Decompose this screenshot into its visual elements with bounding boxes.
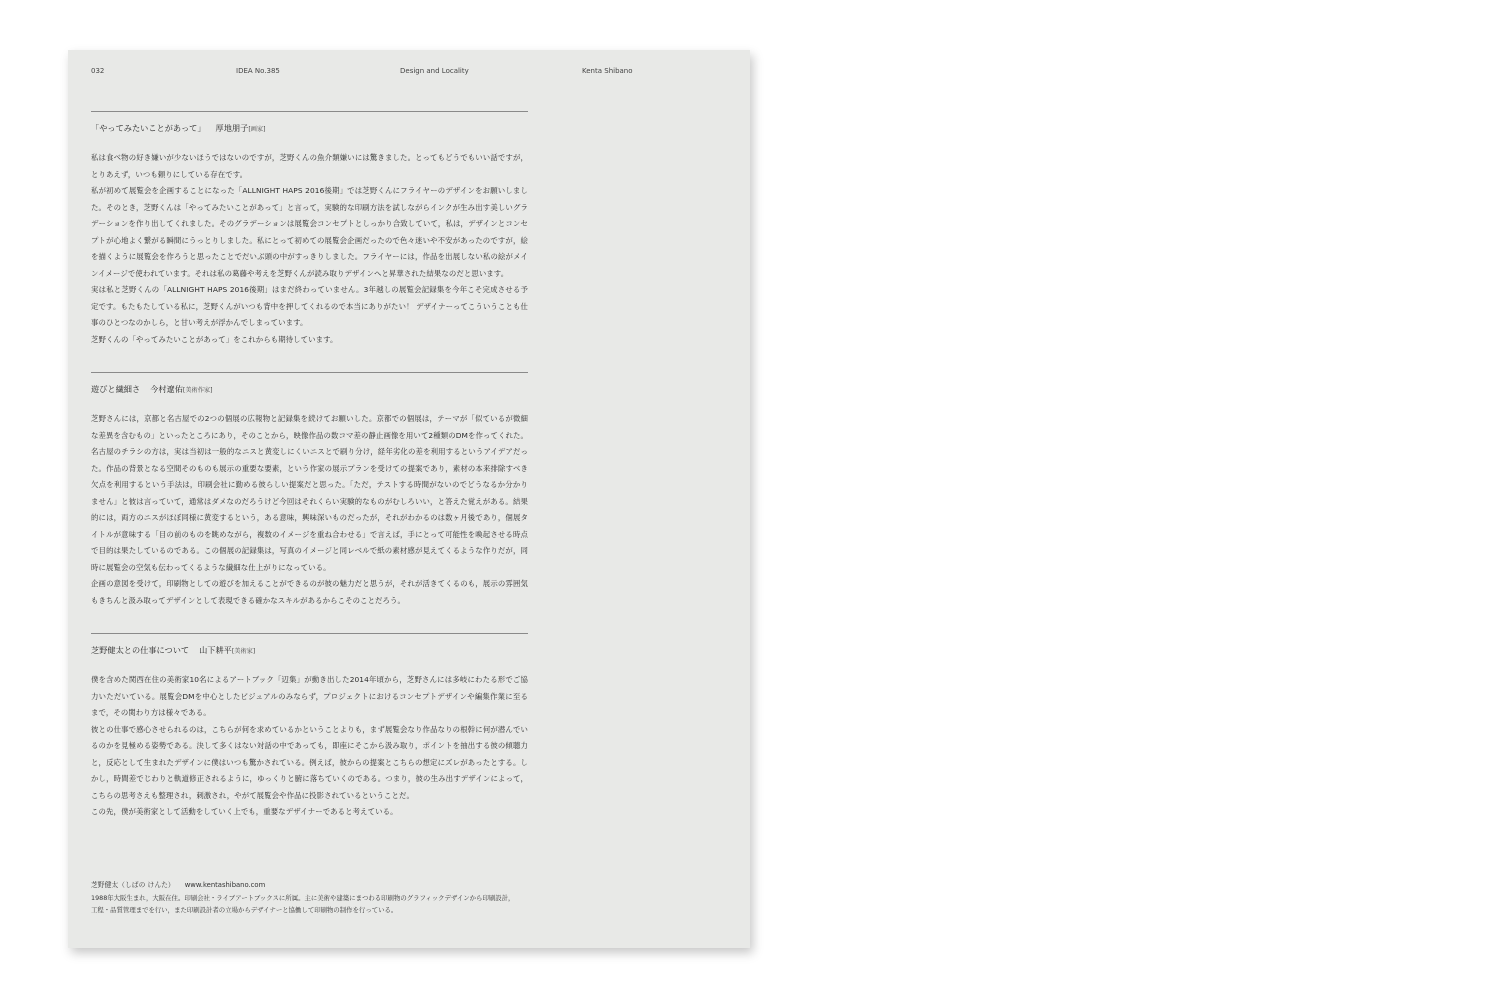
essay-heading bbox=[91, 122, 528, 136]
essay-paragraph: 私が初めて展覧会を企画することになった「ALLNIGHT HAPS 2016後期」では芝野くんにフライヤーのデザインをお願いしました。そのとき，芝野くんは「やってみたいことがあって」と言って，実験的な印刷方法を試しながらインクが生み出す美しいグラデーションを作り出してくれました。そのグラデーションは展覧会コンセプトとしっかり合致していて，私は，デザインとコンセプトが心地よく繋がる瞬間にうっとりしました。私にとって初めての展覧会企画だったので色々迷いや不安があったのですが，絵を描くように展覧会を作ろうと思ったことでだいぶ頭の中がすっきりしました。フライヤーには，作品を出展しない私の絵がメインイメージで使われています。それは私の葛藤や考えを芝野くんが読み取りデザインへと昇華された結果なのだと思います。 bbox=[91, 186, 528, 278]
essay-author: 山下耕平 bbox=[199, 645, 232, 655]
essay-paragraph: 芝野くんの「やってみたいことがあって」をこれからも期待しています。 bbox=[91, 334, 338, 344]
essay-heading bbox=[91, 644, 528, 658]
bio-name: 芝野健太（しばの けんた） bbox=[91, 881, 175, 889]
essay-author-role: [美術家] bbox=[231, 648, 256, 655]
essay-paragraph: 彼との仕事で感心させられるのは，こちらが何を求めているかということよりも，まず展覧会なり作品なりの根幹に何が潜んでいるのかを見極める姿勢である。決して多くはない対話の中であっても，即座にそこから汲み取り，ポイントを抽出する彼の傾聴力と，反応として生まれたデザインに僕はいつも驚かされている。例えば，彼からの提案とこちらの想定にズレがあったとする。しかし，時間差でじわりと軌道修正されるように，ゆっくりと腑に落ちていくのである。つまり，彼の生み出すデザインによって，こちらの思考さえも整理され，刺激され，やがて展覧会や作品に投影されているということだ。 bbox=[91, 724, 528, 800]
essay-yamashita bbox=[91, 633, 528, 821]
essay-paragraph: 実は私と芝野くんの「ALLNIGHT HAPS 2016後期」はまだ終わっていません。3年越しの展覧会記録集を今年こそ完成させる予定です。もたもたしている私に，芝野くんがいつも背中を押してくれるので本当にありがたい！ デザイナーってこういうことも仕事のひとつなのかしら，と甘い考えが浮かんでしまっています。 bbox=[91, 285, 528, 327]
essay-author-role: [美術作家] bbox=[182, 387, 213, 394]
magazine-page bbox=[68, 50, 750, 948]
bio-text: 1988年大阪生まれ，大阪在住。印刷会社・ライブアートブックスに所属。主に美術や建築にまつわる印刷物のグラフィックデザインから印刷設計， bbox=[91, 893, 515, 902]
section-title: Design and Locality bbox=[400, 67, 469, 75]
essay-paragraph: 企画の意図を受けて，印刷物としての遊びを加えることができるのが彼の魅力だと思うが，それが活きてくるのも，展示の雰囲気もきちんと汲み取ってデザインとして表現できる確かなスキルがあるからこそのことだろう。 bbox=[91, 579, 528, 605]
essay-title: 「やってみたいことがあって」 bbox=[91, 123, 206, 133]
essay-heading bbox=[91, 383, 528, 397]
bio-text: 工程・品質管理までを行い，また印刷設計者の立場からデザイナーと協働して印刷物の制作を行っている。 bbox=[91, 906, 398, 914]
magazine-issue: IDEA No.385 bbox=[236, 67, 280, 75]
subject-name: Kenta Shibano bbox=[582, 67, 633, 75]
essay-imamura bbox=[91, 372, 528, 609]
page-number: 032 bbox=[91, 67, 105, 75]
essay-paragraph: 私は食べ物の好き嫌いが少ないほうではないのですが，芝野くんの魚介類嫌いには驚きました。とってもどうでもいい話ですが，とりあえず，いつも頼りにしている存在です。 bbox=[91, 153, 528, 179]
essay-paragraph: 僕を含めた関西在住の美術家10名によるアートブック「辺集」が動き出した2014年頃から，芝野さんには多岐にわたる形でご協力いただいている。展覧会DMを中心としたビジュアルのみならず，プロジェクトにおけるコンセプトデザインや編集作業に至るまで，その関わり方は様々である。 bbox=[91, 675, 528, 717]
article-column bbox=[91, 111, 528, 821]
essay-author-role: [画家] bbox=[248, 126, 266, 133]
bio-website-link[interactable]: www.kentashibano.com bbox=[184, 881, 266, 889]
essay-author: 今村遼佑 bbox=[150, 384, 183, 394]
essay-paragraph: この先，僕が美術家として活動をしていく上でも，重要なデザイナーであると考えている。 bbox=[91, 807, 398, 816]
designer-bio bbox=[91, 879, 528, 917]
essay-title: 芝野健太との仕事について bbox=[91, 645, 190, 655]
essay-paragraph: 芝野さんには，京都と名古屋での2つの個展の広報物と記録集を続けてお願いした。京都での個展は，テーマが「似ているが微細な差異を含むもの」といったところにあり，そのことから，映像作品の数コマ差の静止画像を用いて2種類のDMを作ってくれた。名古屋のチラシの方は，実は当初は一般的なニスと黄変しにくいニスとで刷り分け，経年劣化の差を利用するというアイデアだった。作品の背景となる空間そのものも展示の重要な要素，という作家の展示プランを受けての提案であり，素材の本来排除すべき欠点を利用するという手法は，印刷会社に勤める彼らしい提案だと思った。「ただ，テストする時間がないのでどうなるか分かりません」と彼は言っていて，通常はダメなのだろうけど今回はそれくらい実験的なものがむしろいい，と答えた覚えがある。結果的には，両方のニスがほぼ同様に黄変するという，ある意味，興味深いものだったが，それがわかるのは数ヶ月後であり，個展タイトルが意味する「目の前のものを眺めながら，複数のイメージを重ね合わせる」で言えば，手にとって可能性を喚起させる時点で目的は果たしているのである。この個展の記録集は，写真のイメージと同レベルで紙の素材感が見えてくるような作りだが，同時に展覧会の空気も伝わってくるような繊細な仕上がりになっている。 bbox=[91, 414, 528, 572]
essay-title: 遊びと繊細さ bbox=[91, 384, 141, 394]
essay-author: 厚地朋子 bbox=[215, 123, 249, 133]
essay-atsuji bbox=[91, 111, 528, 348]
bio-name-line bbox=[91, 879, 528, 892]
